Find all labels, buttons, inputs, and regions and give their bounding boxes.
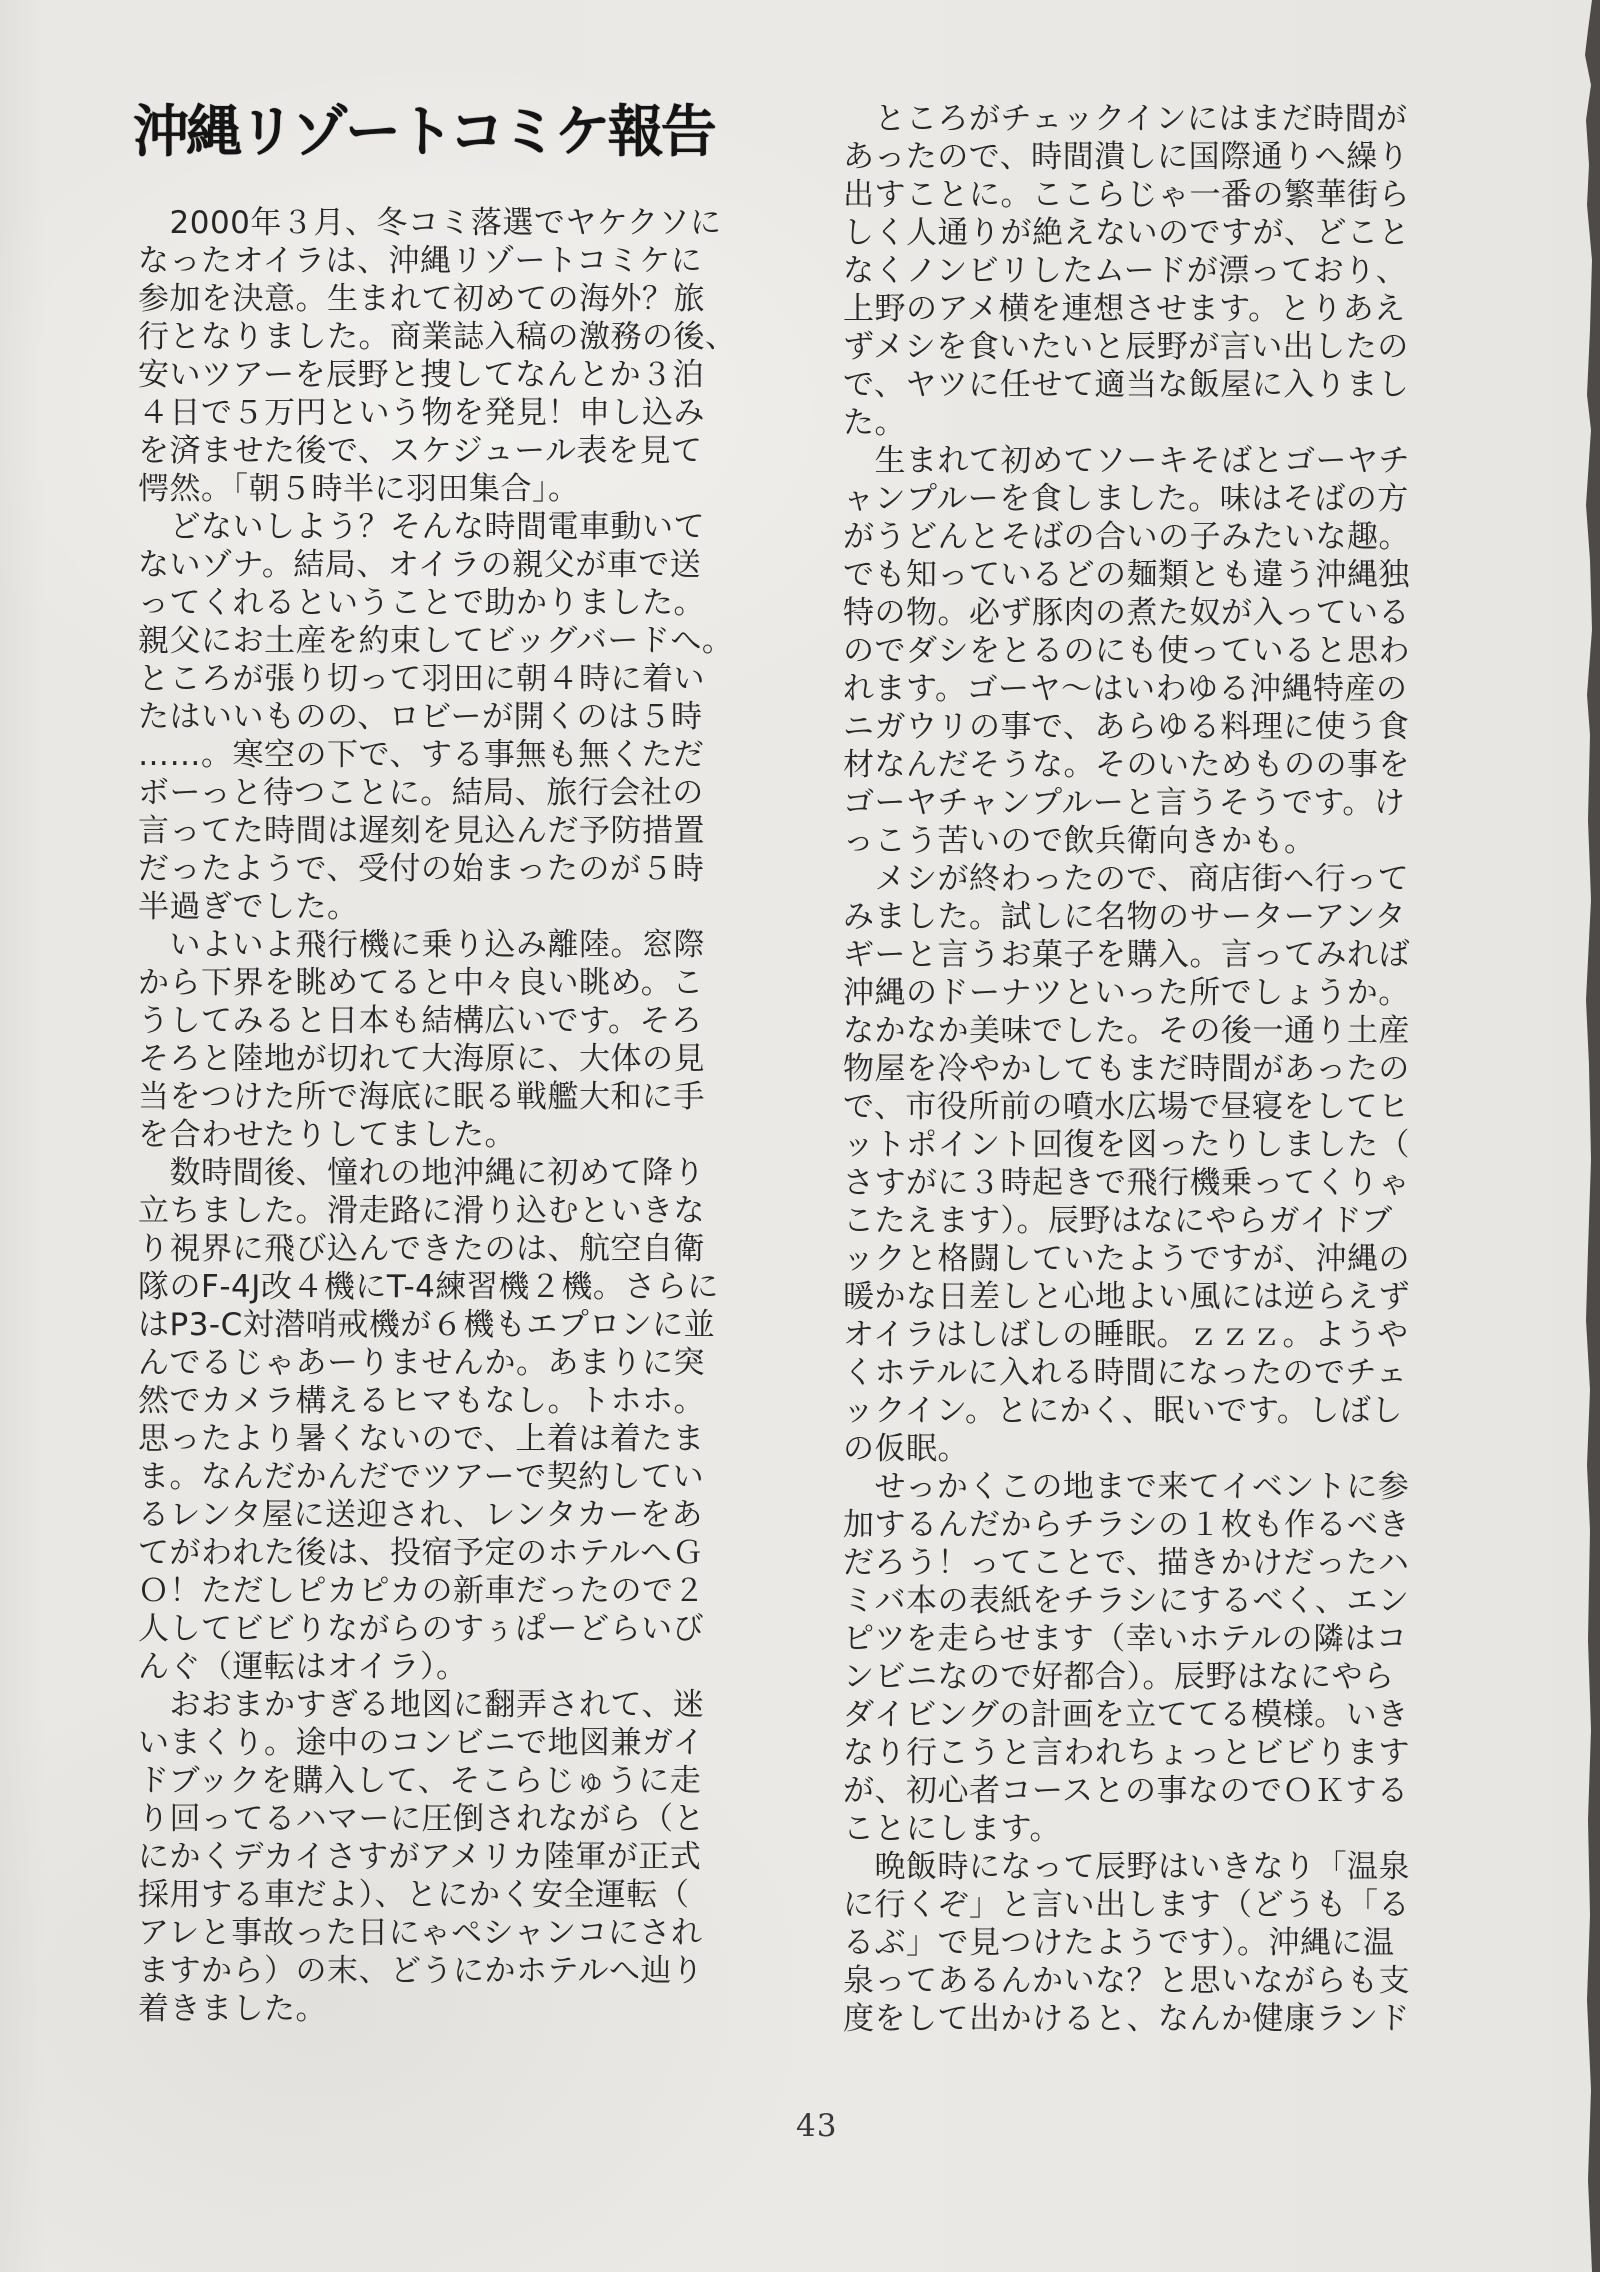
text-line: 材なんだそうな。そのいためものの事を (843, 747, 1410, 783)
scan-edge (1582, 0, 1600, 2272)
text-line: が、初心者コースとの事なのでＯＫする (843, 1773, 1409, 1809)
text-line: 人してビビりながらのすぅぱーどらいび (138, 1611, 705, 1647)
text-line: るぶ」で見つけたようです）。沖縄に温 (843, 1925, 1395, 1961)
text-line: おおまかすぎる地図に翻弄されて、迷 (138, 1687, 705, 1723)
text-line: ところがチェックインにはまだ時間が (843, 101, 1408, 137)
article-title: 沖縄リゾートコミケ報告 (133, 100, 714, 165)
text-line: ところが張り切って羽田に朝４時に着い (138, 661, 705, 697)
text-line: どないしよう？そんな時間電車動いて (138, 509, 705, 545)
text-line: 出すことに。ここらじゃ一番の繁華街ら (843, 177, 1410, 213)
text-line: みました。試しに名物のサーターアンタ (843, 899, 1406, 935)
text-line: ４日で５万円という物を発見！申し込み (138, 395, 705, 431)
text-line: Ｏ！ただしピカピカの新車だったので２ (138, 1573, 705, 1609)
text-line: せっかくこの地まで来てイベントに参 (843, 1469, 1410, 1505)
text-line: ャンプルーを食しました。味はそばの方 (843, 481, 1409, 517)
text-line: なり行こうと言われちょっとビビります (843, 1735, 1410, 1771)
text-line: てがわれた後は、投宿予定のホテルへＧ (138, 1535, 704, 1571)
text-line: んでるじゃあーりませんか。あまりに突 (138, 1345, 705, 1381)
text-line: ミバ本の表紙をチラシにするべく、エン (843, 1583, 1410, 1619)
text-line: を合わせたりしてました。 (138, 1117, 516, 1153)
text-line: から下界を眺めてると中々良い眺め。こ (138, 965, 704, 1001)
text-line: あったので、時間潰しに国際通りへ繰り (843, 139, 1410, 175)
scan-edge-path (1585, 0, 1600, 2272)
text-line: ま。なんだかんだでツアーで契約してい (138, 1459, 705, 1495)
text-line: 晩飯時になって辰野はいきなり「温泉 (843, 1849, 1410, 1885)
text-line: 物屋を冷やかしてもまだ時間があったの (843, 1051, 1410, 1087)
text-line: こたえます）。辰野はなにやらガイドブ (843, 1203, 1393, 1239)
text-line: 言ってた時間は遅刻を見込んだ予防措置 (138, 813, 705, 849)
text-line: 加するんだからチラシの１枚も作るべき (843, 1507, 1410, 1543)
text-line: に行くぞ」と言い出します（どうも「る (843, 1887, 1410, 1923)
text-line: 当をつけた所で海底に眠る戦艦大和に手 (138, 1079, 705, 1115)
text-line: いよいよ飛行機に乗り込み離陸。窓際 (138, 927, 705, 963)
text-line: ボーっと待つことに。結局、旅行会社の (138, 775, 704, 811)
text-line: ックと格闘していたようですが、沖縄の (843, 1241, 1410, 1277)
text-line: ピツを走らせます（幸いホテルの隣はコ (843, 1621, 1408, 1657)
text-line: しく人通りが絶えないのですが、どこと (843, 215, 1410, 251)
text-line: ギーと言うお菓子を購入。言ってみれば (843, 937, 1410, 973)
text-line: 度をして出かけると、なんか健康ランド (843, 2001, 1410, 2037)
text-line: っこう苦いので飲兵衛向きかも。 (843, 823, 1316, 859)
text-line: 上野のアメ横を連想させます。とりあえ (843, 291, 1406, 327)
text-line: ットポイント回復を図ったりしました（ (843, 1127, 1410, 1163)
text-line: 半過ぎでした。 (138, 889, 359, 925)
text-line: 数時間後、憧れの地沖縄に初めて降り (138, 1155, 705, 1191)
text-line: ずメシを食いたいと辰野が言い出したの (843, 329, 1409, 365)
text-line: ことにします。 (843, 1811, 1062, 1847)
text-line: 採用する車だよ）、とにかく安全運転（ (138, 1877, 690, 1913)
text-line: 暖かな日差しと心地よい風には逆らえず (843, 1279, 1410, 1315)
text-line: んぐ（運転はオイラ）。 (138, 1649, 468, 1685)
text-line: アレと事故った日にゃペシャンコにされ (138, 1915, 703, 1951)
text-line: たはいいものの、ロビーが開くのは５時 (138, 699, 703, 735)
text-line: で、ヤツに任せて適当な飯屋に入りまし (843, 367, 1410, 403)
text-column-left (138, 204, 738, 2028)
text-line: オイラはしばしの睡眠。ｚｚｚ。ようや (843, 1317, 1409, 1353)
text-line: でも知っているどの麺類とも違う沖縄独 (843, 557, 1410, 593)
text-line: 隊のF-4J改４機にT-4練習機２機。さらに (138, 1269, 719, 1305)
text-line: り視界に飛び込んできたのは、航空自衛 (138, 1231, 705, 1267)
text-line: の仮眠。 (843, 1431, 969, 1467)
page-number: 43 (796, 2108, 838, 2144)
text-line: 然でカメラ構えるヒマもなし。トホホ。 (138, 1383, 705, 1419)
text-line: ってくれるということで助かりました。 (138, 585, 705, 621)
text-line: なかなか美味でした。その後一通り土産 (843, 1013, 1410, 1049)
text-line: なったオイラは、沖縄リゾートコミケに (138, 243, 703, 279)
text-line: た。 (843, 405, 906, 441)
text-line: だったようで、受付の始まったのが５時 (138, 851, 705, 887)
text-line: 立ちました。滑走路に滑り込むといきな (138, 1193, 705, 1229)
text-line: ックイン。とにかく、眠いです。しばし (843, 1393, 1403, 1429)
text-line: 泉ってあるんかいな？と思いながらも支 (843, 1963, 1410, 1999)
text-line: ないゾナ。結局、オイラの親父が車で送 (138, 547, 702, 583)
text-line: うしてみると日本も結構広いです。そろ (138, 1003, 703, 1039)
text-line: 行となりました。商業誌入稿の激務の後、 (138, 319, 737, 355)
text-line: なくノンビリしたムードが漂っており、 (843, 253, 1408, 289)
text-line: ドブックを購入して、そこらじゅうに走 (138, 1763, 702, 1799)
text-line: で、市役所前の噴水広場で昼寝をしてヒ (843, 1089, 1410, 1125)
text-line: 安いツアーを辰野と捜してなんとか３泊 (138, 357, 705, 393)
text-line: 親父にお土産を約束してビッグバードへ。 (138, 623, 734, 659)
text-line: 参加を決意。生まれて初めての海外？旅 (138, 281, 705, 317)
text-line: 思ったより暑くないので、上着は着たま (138, 1421, 705, 1457)
text-line: ニガウリの事で、あらゆる料理に使う食 (843, 709, 1410, 745)
text-line: れます。ゴーヤ〜はいわゆる沖縄特産の (843, 671, 1408, 707)
text-line: はP3-C対潜哨戒機が６機もエプロンに並 (138, 1307, 716, 1343)
text-line: ダイビングの計画を立ててる模様。いき (843, 1697, 1409, 1733)
text-line: 生まれて初めてソーキそばとゴーヤチ (843, 443, 1410, 479)
text-line: いまくり。途中のコンビニで地図兼ガイ (138, 1725, 705, 1761)
text-line: がうどんとそばの合いの子みたいな趣。 (843, 519, 1410, 555)
text-line: り回ってるハマーに圧倒されながら（と (138, 1801, 705, 1837)
text-line: にかくデカイさすがアメリカ陸軍が正式 (138, 1839, 702, 1875)
text-line: 着きました。 (138, 1991, 327, 2027)
text-line: 沖縄のドーナツといった所でしょうか。 (843, 975, 1410, 1011)
text-column-right (843, 100, 1443, 2038)
text-line: を済ませた後で、スケジュール表を見て (138, 433, 703, 469)
text-line: さすがに３時起きで飛行機乗ってくりゃ (843, 1165, 1410, 1201)
text-line: だろう！ってことで、描きかけだったハ (843, 1545, 1410, 1581)
text-line: 2000年３月、冬コミ落選でヤケクソに (138, 205, 722, 241)
text-line: るレンタ屋に送迎され、レンタカーをあ (138, 1497, 703, 1533)
text-line: ンビニなので好都合）。辰野はなにやら (843, 1659, 1395, 1695)
text-line: ますから）の末、どうにかホテルへ辿り (138, 1953, 704, 1989)
text-line: 特の物。必ず豚肉の煮た奴が入っている (843, 595, 1410, 631)
text-line: ゴーヤチャンプルーと言うそうです。け (843, 785, 1406, 821)
text-line: のでダシをとるのにも使っていると思わ (843, 633, 1410, 669)
text-line: くホテルに入れる時間になったのでチェ (843, 1355, 1408, 1391)
text-line: メシが終わったので、商店街へ行って (843, 861, 1410, 897)
text-line: ……。寒空の下で、する事無も無くただ (138, 737, 705, 773)
text-line: 愕然。「朝５時半に羽田集合」。 (138, 471, 580, 507)
text-line: そろと陸地が切れて大海原に、大体の見 (138, 1041, 705, 1077)
